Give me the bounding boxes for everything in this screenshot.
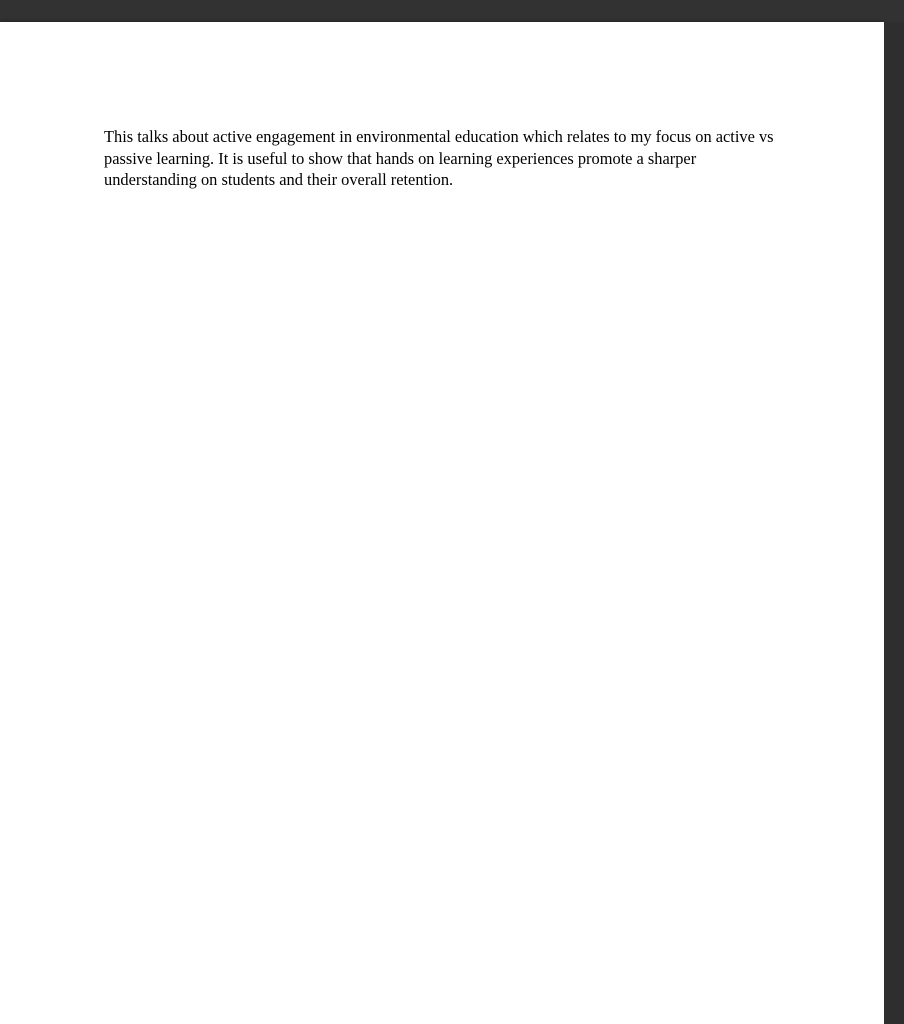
document-page[interactable] bbox=[0, 22, 884, 1024]
viewer-top-bar bbox=[0, 0, 904, 22]
document-text-body[interactable] bbox=[104, 126, 774, 191]
document-paragraph: This talks about active engagement in environmental education which relates to my focus on active vs passive learning. It is useful to show that hands on learning experiences promote a sharper understanding on students and their overall retention. bbox=[104, 127, 774, 189]
viewer-right-gutter bbox=[884, 22, 904, 1024]
